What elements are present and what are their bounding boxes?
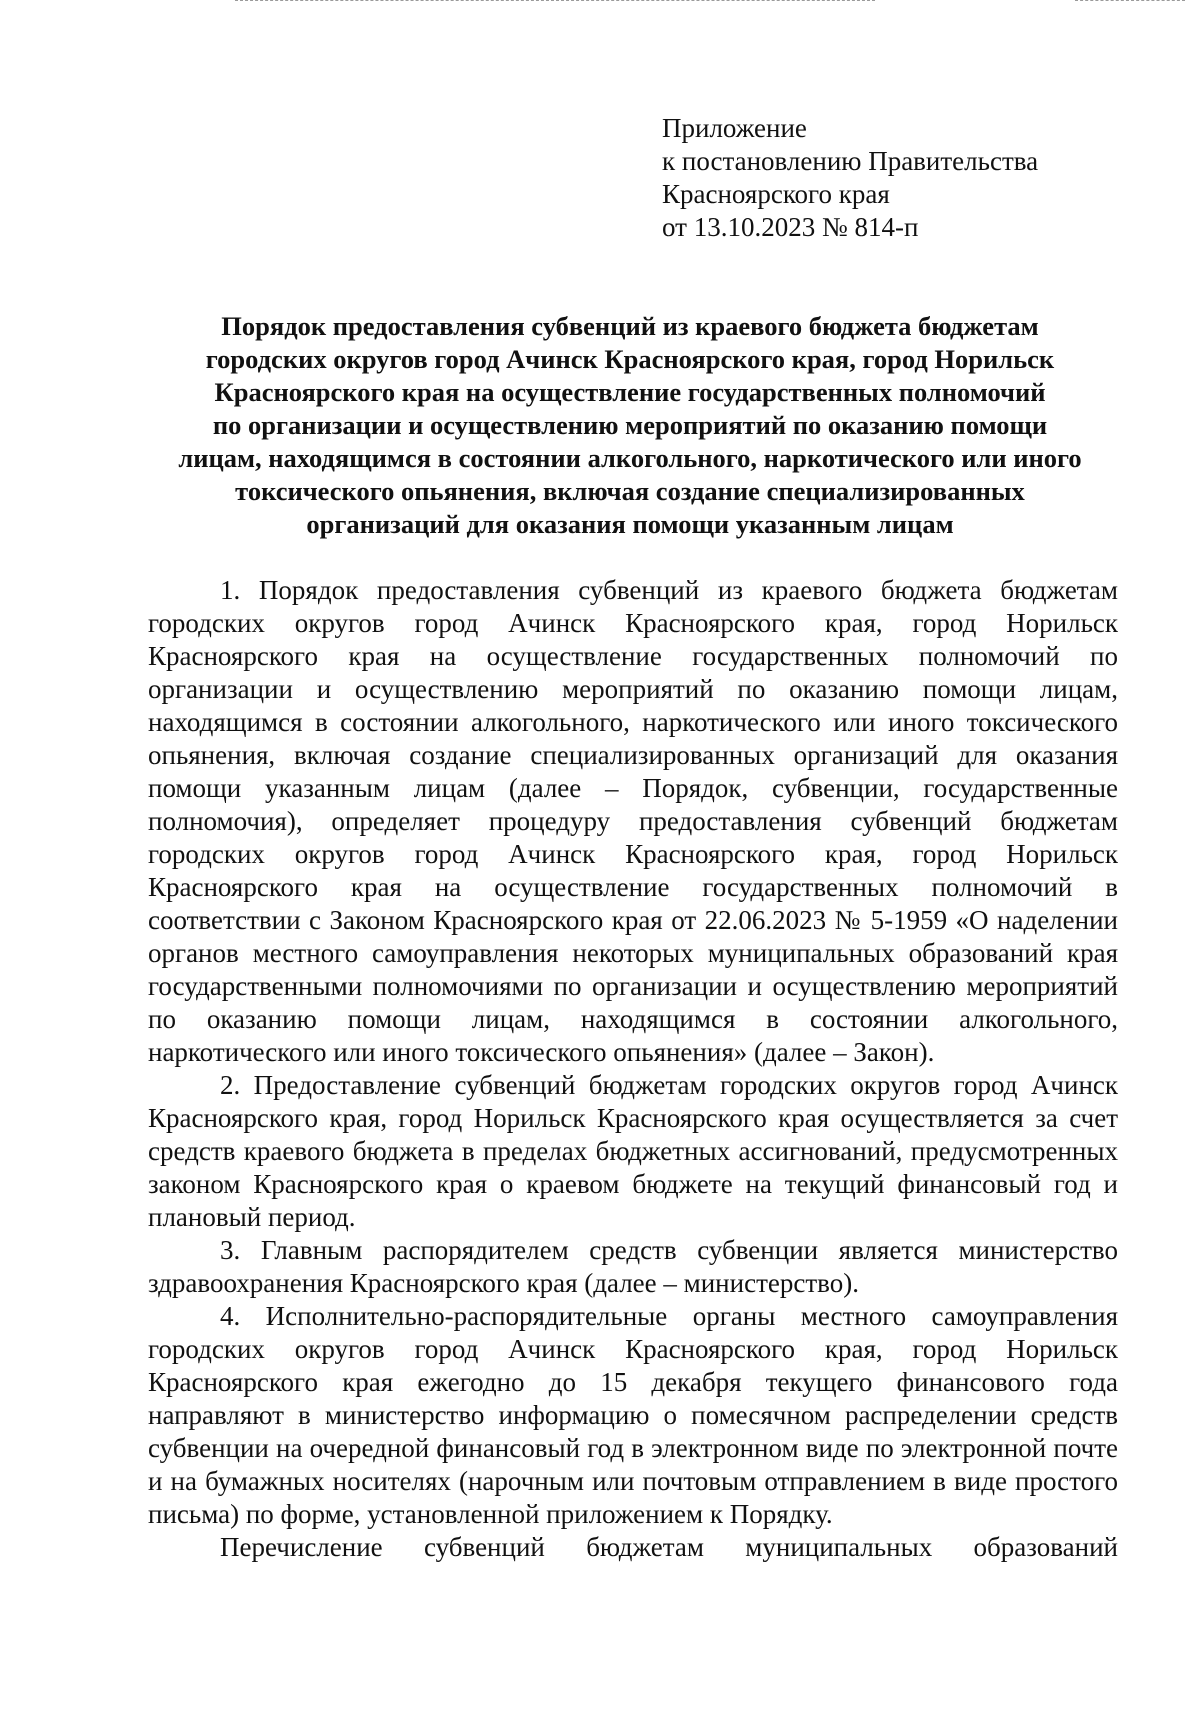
- scan-edge-mark: [235, 0, 875, 3]
- paragraph-5: Перечисление субвенций бюджетам муниципальных образований: [220, 1532, 1118, 1562]
- title-line: Порядок предоставления субвенций из краевого бюджета бюджетам: [221, 311, 1039, 341]
- appendix-line: Приложение: [662, 113, 807, 143]
- appendix-date-number: от 13.10.2023 № 814-п: [662, 212, 919, 242]
- appendix-line: Красноярского края: [662, 179, 890, 209]
- document-title: [140, 310, 1120, 541]
- title-line: организаций для оказания помощи указанным лицам: [306, 509, 954, 539]
- title-line: Красноярского края на осуществление государственных полномочий: [214, 377, 1046, 407]
- paragraph-1: 1. Порядок предоставления субвенций из краевого бюджета бюджетам городских округов город Ачинск Красноярского края, город Норильск Красноярского края на осуществление государственных полномочий по организации и осуществлению мероприятий по оказанию помощи лицам, находящимся в состоянии алкогольного, наркотического или иного токсического опьянения, включая создание специализированных организаций для оказания помощи указанным лицам (далее – Порядок, субвенции, государственные полномочия), определяет процедуру предоставления субвенций бюджетам городских округов город Ачинск Красноярского края, город Норильск Красноярского края на осуществление государственных полномочий в соответствии с Законом Красноярского края от 22.06.2023 № 5-1959 «О наделении органов местного самоуправления некоторых муниципальных образований края государственными полномочиями по организации и осуществлению мероприятий по оказанию помощи лицам, находящимся в состоянии алкогольного, наркотического или иного токсического опьянения» (далее – Закон).: [148, 575, 1118, 1067]
- scan-edge-mark-right: [1075, 0, 1185, 3]
- title-line: по организации и осуществлению мероприятий по оказанию помощи: [212, 410, 1048, 440]
- document-body: [148, 574, 1118, 1564]
- paragraph-4: 4. Исполнительно-распорядительные органы местного самоуправления городских округов город Ачинск Красноярского края, город Норильск Красноярского края ежегодно до 15 декабря текущего финансового года направляют в министерство информацию о помесячном распределении средств субвенции на очередной финансовый год в электронном виде по электронной почте и на бумажных носителях (нарочным или почтовым отправлением в виде простого письма) по форме, установленной приложением к Порядку.: [148, 1301, 1118, 1529]
- appendix-header: [662, 112, 1038, 244]
- paragraph-2: 2. Предоставление субвенций бюджетам городских округов город Ачинск Красноярского края, город Норильск Красноярского края осуществляется за счет средств краевого бюджета в пределах бюджетных ассигнований, предусмотренных законом Красноярского края о краевом бюджете на текущий финансовый год и плановый период.: [148, 1070, 1118, 1232]
- paragraph-3: 3. Главным распорядителем средств субвенции является министерство здравоохранения Красноярского края (далее – министерство).: [148, 1235, 1118, 1298]
- title-line: городских округов город Ачинск Красноярского края, город Норильск: [205, 344, 1055, 374]
- title-line: токсического опьянения, включая создание специализированных: [235, 476, 1025, 506]
- title-line: лицам, находящимся в состоянии алкогольного, наркотического или иного: [178, 443, 1082, 473]
- appendix-line: к постановлению Правительства: [662, 146, 1039, 176]
